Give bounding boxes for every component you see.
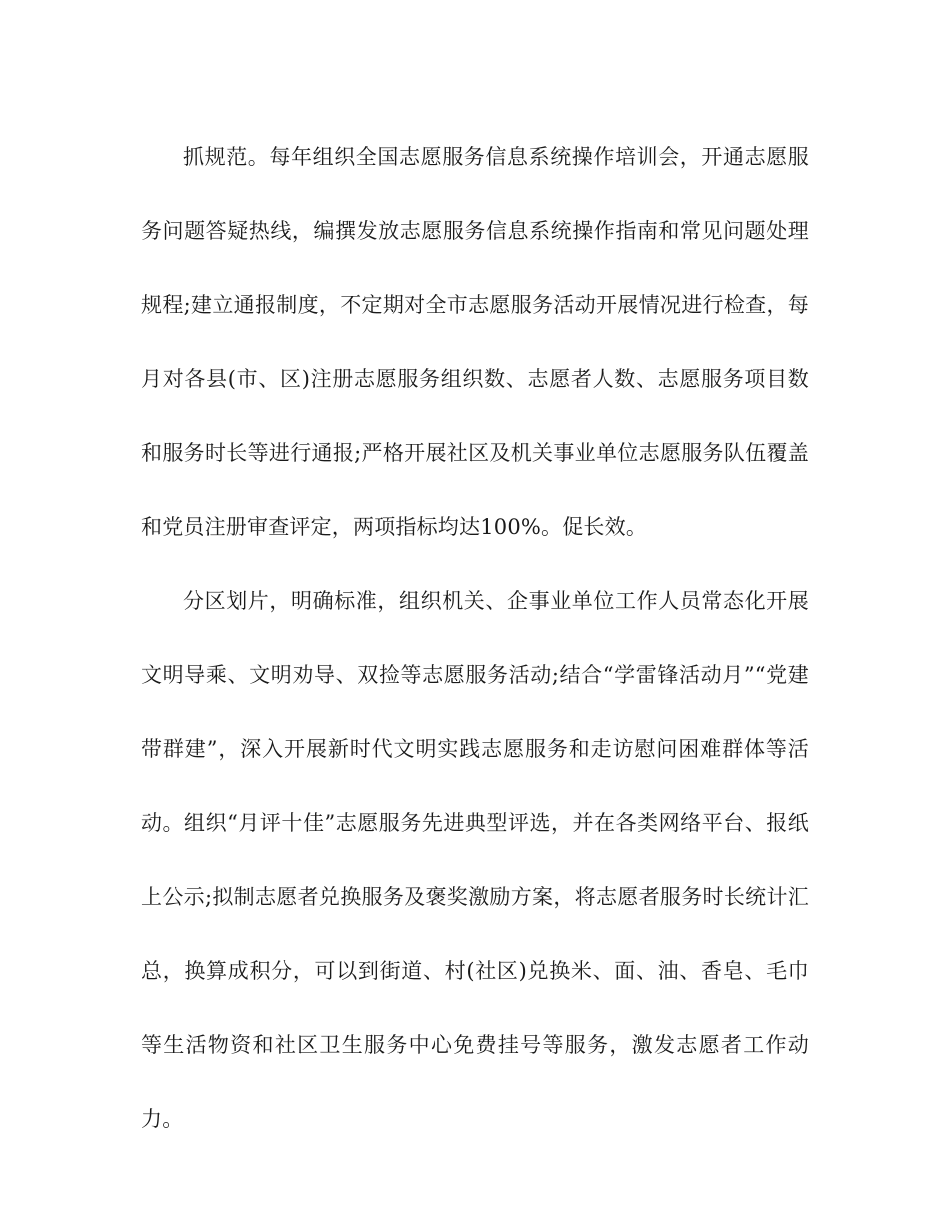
paragraph-2: 分区划片，明确标准，组织机关、企事业单位工作人员常态化开展文明导乘、文明劝导、双捡等志愿服务活动;结合“学雷锋活动月”“党建带群建”，深入开展新时代文明实践志愿服务和走访慰问困难群体等活动。组织“月评十佳”志愿服务先进典型评选，并在各类网络平台、报纸上公示;拟制志愿者兑换服务及褒奖激励方案，将志愿者服务时长统计汇总，换算成积分，可以到街道、村(社区)兑换米、面、油、香皂、毛巾等生活物资和社区卫生服务中心免费挂号等服务，激发志愿者工作动力。: [141, 589, 809, 1131]
document-body: [141, 120, 809, 1156]
paragraph-1: 抓规范。每年组织全国志愿服务信息系统操作培训会，开通志愿服务问题答疑热线，编撰发放志愿服务信息系统操作指南和常见问题处理规程;建立通报制度，不定期对全市志愿服务活动开展情况进行检查，每月对各县(市、区)注册志愿服务组织数、志愿者人数、志愿服务项目数和服务时长等进行通报;严格开展社区及机关事业单位志愿服务队伍覆盖和党员注册审查评定，两项指标均达100%。促长效。: [141, 145, 809, 539]
